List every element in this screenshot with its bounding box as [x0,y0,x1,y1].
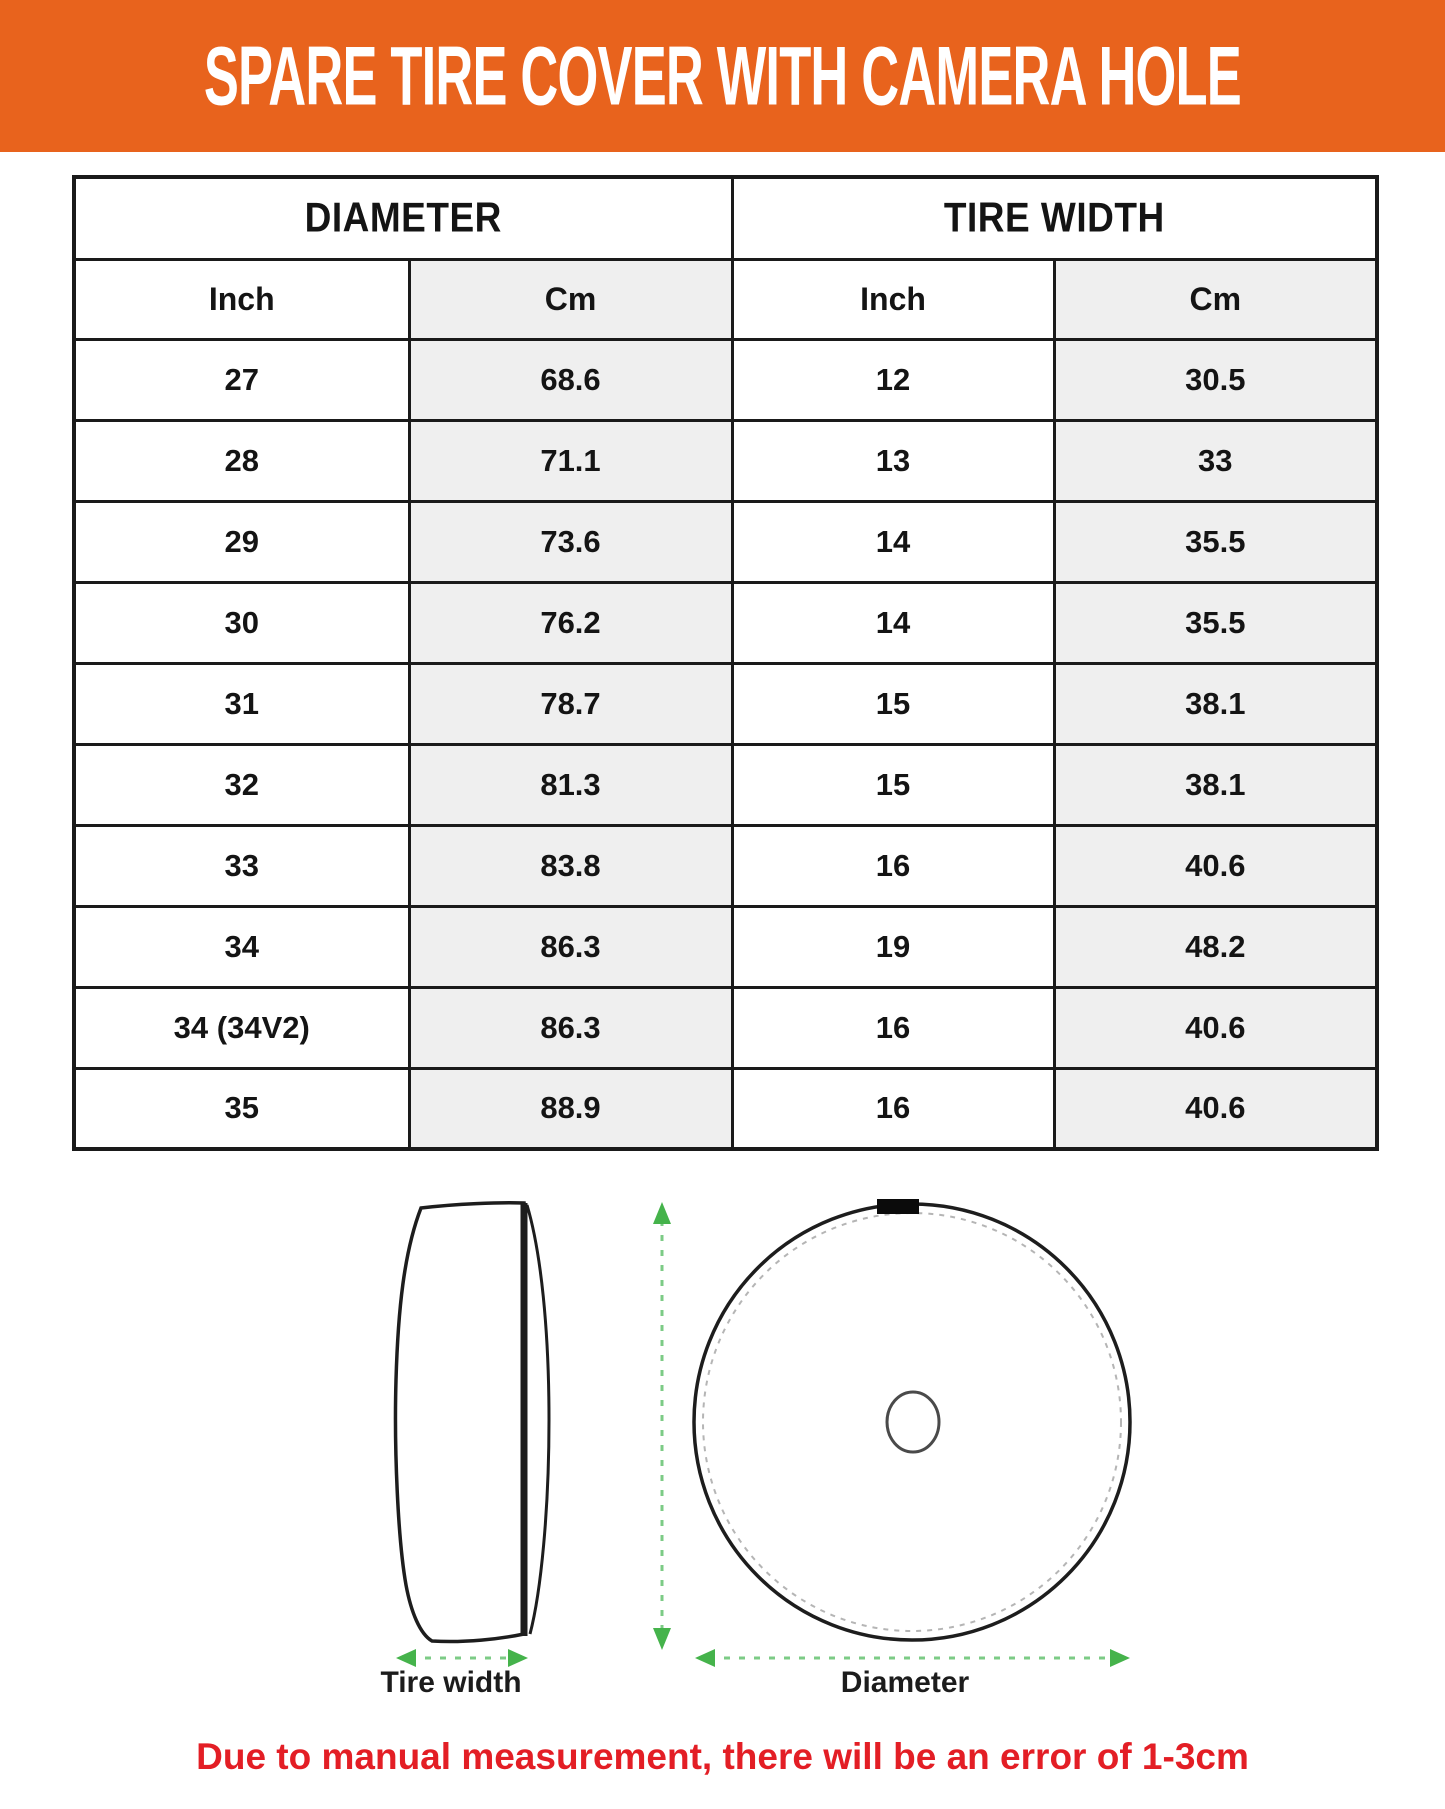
cell: 83.8 [409,825,732,906]
cell: 71.1 [409,420,732,501]
cell: 81.3 [409,744,732,825]
cell: 27 [74,339,409,420]
tire-width-inch-header: Inch [732,259,1054,339]
tire-width-cm-header: Cm [1054,259,1377,339]
diameter-inch-header: Inch [74,259,409,339]
cell: 35 [74,1068,409,1149]
cell: 34 [74,906,409,987]
camera-hole [887,1392,939,1452]
cell: 40.6 [1054,1068,1377,1149]
cell: 28 [74,420,409,501]
cell: 34 (34V2) [74,987,409,1068]
cell: 16 [732,987,1054,1068]
cell: 33 [1054,420,1377,501]
cell: 86.3 [409,987,732,1068]
diameter-vertical-arrow [653,1202,671,1650]
cell: 32 [74,744,409,825]
diameter-horizontal-arrow [695,1649,1130,1667]
cell: 19 [732,906,1054,987]
cell: 78.7 [409,663,732,744]
cell: 35.5 [1054,501,1377,582]
cell: 30.5 [1054,339,1377,420]
cell: 14 [732,582,1054,663]
diameter-cm-header: Cm [409,259,732,339]
cell: 15 [732,744,1054,825]
cell: 76.2 [409,582,732,663]
page-title: SPARE TIRE COVER WITH CAMERA HOLE [203,29,1242,123]
cell: 40.6 [1054,987,1377,1068]
diameter-group-label: DIAMETER [304,194,502,241]
cell: 12 [732,339,1054,420]
cell: 38.1 [1054,663,1377,744]
cell: 73.6 [409,501,732,582]
side-view-bulge-line [527,1205,549,1634]
cell: 29 [74,501,409,582]
measurement-error-note: Due to manual measurement, there will be an error of 1-3cm [196,1736,1249,1777]
cell: 31 [74,663,409,744]
strap-mark [877,1199,919,1214]
cell: 15 [732,663,1054,744]
cell: 13 [732,420,1054,501]
tire-front-view [694,1199,1130,1640]
cell: 35.5 [1054,582,1377,663]
cell: 38.1 [1054,744,1377,825]
tire-width-arrow [396,1649,528,1667]
cell: 48.2 [1054,906,1377,987]
tire-side-view [395,1203,549,1642]
cell: 68.6 [409,339,732,420]
cell: 30 [74,582,409,663]
cell: 16 [732,1068,1054,1149]
cell: 16 [732,825,1054,906]
cell: 14 [732,501,1054,582]
cell: 86.3 [409,906,732,987]
cell: 40.6 [1054,825,1377,906]
tire-width-group-label: TIRE WIDTH [943,194,1165,241]
diameter-label: Diameter [840,1666,970,1699]
tire-width-label: Tire width [380,1666,522,1699]
cell: 88.9 [409,1068,732,1149]
cell: 33 [74,825,409,906]
